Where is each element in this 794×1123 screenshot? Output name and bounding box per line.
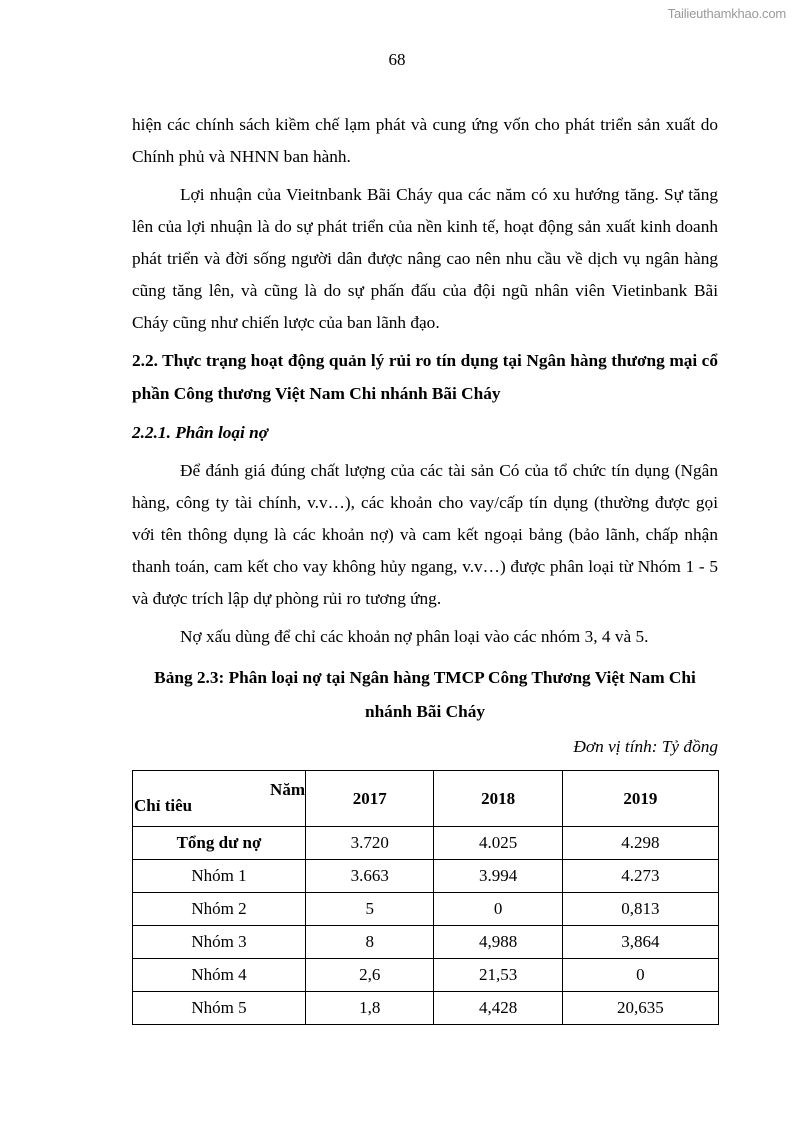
table-cell: 20,635 xyxy=(562,992,718,1025)
row-label: Tổng dư nợ xyxy=(133,827,306,860)
table-cell: 3.994 xyxy=(434,860,562,893)
section-heading: 2.2. Thực trạng hoạt động quản lý rủi ro tín dụng tại Ngân hàng thương mại cổ phần Công thương Việt Nam Chi nhánh Bãi Cháy xyxy=(132,351,718,403)
table-cell: 2,6 xyxy=(306,959,434,992)
table-row xyxy=(133,926,719,959)
table-cell: 0 xyxy=(562,959,718,992)
column-header: 2017 xyxy=(306,771,434,827)
row-label: Nhóm 1 xyxy=(133,860,306,893)
table-row xyxy=(133,959,719,992)
table-cell: 0,813 xyxy=(562,893,718,926)
table-cell: 4,428 xyxy=(434,992,562,1025)
row-label: Nhóm 2 xyxy=(133,893,306,926)
year-label: Năm xyxy=(270,780,305,799)
table-cell: 1,8 xyxy=(306,992,434,1025)
table-cell: 0 xyxy=(434,893,562,926)
paragraph-bad-debt: Nợ xấu dùng để chỉ các khoản nợ phân loại vào các nhóm 3, 4 và 5. xyxy=(180,627,649,646)
table-cell: 3,864 xyxy=(562,926,718,959)
table-cell: 21,53 xyxy=(434,959,562,992)
paragraph-profit: Lợi nhuận của Vieitnbank Bãi Cháy qua các năm có xu hướng tăng. Sự tăng lên của lợi nhuận là do sự phát triển của nền kinh tế, hoạt động sản xuất kinh doanh phát triển và đời sống người dân được nâng cao nên nhu cầu về dịch vụ ngân hàng cũng tăng lên, và cũng là do sự phấn đấu của đội ngũ nhân viên Vietinbank Bãi Cháy cũng như chiến lược của ban lãnh đạo. xyxy=(132,185,718,332)
table-cell: 4.273 xyxy=(562,860,718,893)
row-label: Nhóm 4 xyxy=(133,959,306,992)
table-cell: 5 xyxy=(306,893,434,926)
row-label: Nhóm 5 xyxy=(133,992,306,1025)
table-cell: 3.720 xyxy=(306,827,434,860)
table-corner-cell xyxy=(133,771,306,827)
paragraph-continuation: hiện các chính sách kiềm chế lạm phát và cung ứng vốn cho phát triển sản xuất do Chính phủ và NHNN ban hành. xyxy=(132,115,718,166)
paragraph-debt-classification: Để đánh giá đúng chất lượng của các tài sản Có của tổ chức tín dụng (Ngân hàng, công ty tài chính, v.v…), các khoản cho vay/cấp tín dụng (thường được gọi với tên thông dụng là các khoản nợ) và cam kết ngoại bảng (bảo lãnh, chấp nhận thanh toán, cam kết cho vay không hủy ngang, v.v…) được phân loại từ Nhóm 1 - 5 và được trích lập dự phòng rủi ro tương ứng. xyxy=(132,461,718,608)
table-cell: 4.025 xyxy=(434,827,562,860)
table-row xyxy=(133,992,719,1025)
watermark: Tailieuthamkhao.com xyxy=(667,6,786,21)
row-label: Nhóm 3 xyxy=(133,926,306,959)
page-number: 68 xyxy=(388,50,406,69)
debt-classification-table xyxy=(132,770,719,1025)
table-row xyxy=(133,860,719,893)
subsection-heading: 2.2.1. Phân loại nợ xyxy=(132,423,269,442)
column-header: 2019 xyxy=(562,771,718,827)
table-header-row xyxy=(133,771,719,827)
column-header: 2018 xyxy=(434,771,562,827)
table-cell: 8 xyxy=(306,926,434,959)
table-row xyxy=(133,893,719,926)
table-cell: 4,988 xyxy=(434,926,562,959)
table-row xyxy=(133,827,719,860)
table-cell: 3.663 xyxy=(306,860,434,893)
table-cell: 4.298 xyxy=(562,827,718,860)
table-caption: Bảng 2.3: Phân loại nợ tại Ngân hàng TMCP Công Thương Việt Nam Chi nhánh Bãi Cháy xyxy=(154,668,696,721)
table-unit: Đơn vị tính: Tỷ đồng xyxy=(573,737,718,756)
metric-label: Chỉ tiêu xyxy=(134,796,193,815)
document-body xyxy=(132,109,718,1025)
